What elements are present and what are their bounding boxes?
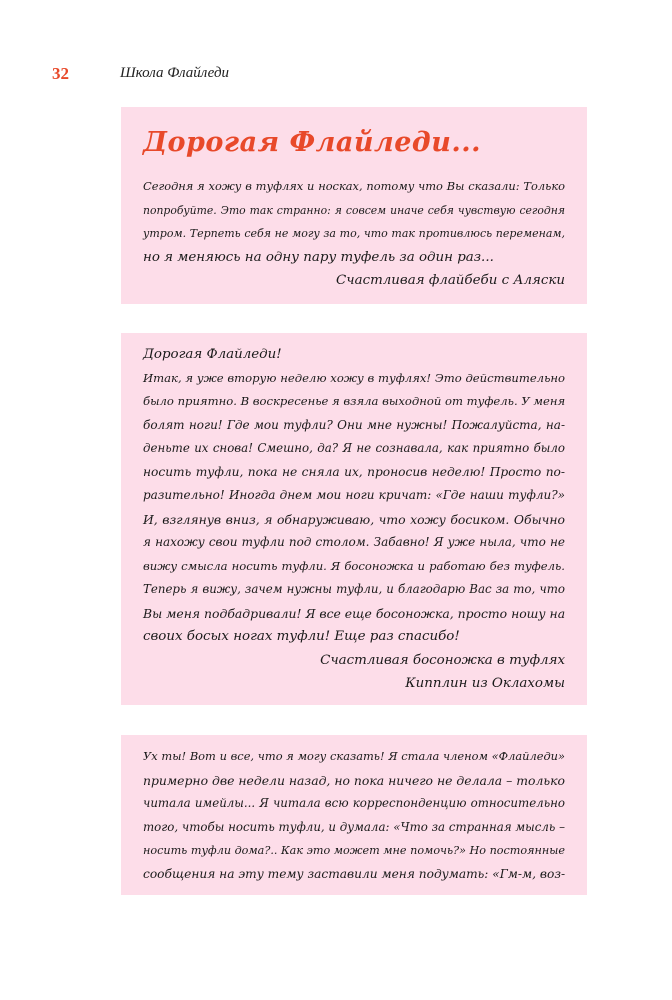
letter-line: разительно! Иногда днем мои ноги кричат: «Где наши туфли?»: [143, 488, 565, 502]
letter-line: того, чтобы носить туфли, и думала: «Что за странная мысль –: [143, 819, 565, 834]
letter-line: болят ноги! Где мои туфли? Они мне нужны! Пожалуйста, на-: [143, 417, 565, 432]
letter-line: деньте их снова! Смешно, да? Я не сознавала, как приятно было: [143, 441, 565, 455]
letter-box-2: [121, 333, 587, 705]
letter-line: вижу смысла носить туфли. Я босоножка и работаю без туфель.: [143, 558, 565, 573]
letter-line: примерно две недели назад, но пока ничего не делала – только: [143, 772, 565, 788]
letter-line: носить туфли дома?.. Как это может мне помочь?» Но постоянные: [143, 844, 565, 857]
running-title: Школа Флайледи: [120, 65, 230, 81]
letter-line: попробуйте. Это так странно: я совсем иначе себя чувствую сегодня: [143, 203, 565, 217]
letter-line: читала имейлы... Я читала всю корреспонденцию относительно: [143, 796, 565, 810]
page-number: 32: [52, 64, 69, 83]
letter-line: я нахожу свои туфли под столом. Забавно! Я уже ныла, что не: [143, 535, 565, 549]
letter-line: Сегодня я хожу в туфлях и носках, потому что Вы сказали: Только: [143, 179, 565, 193]
letter-line: сообщения на эту тему заставили меня подумать: «Гм-м, воз-: [143, 866, 566, 881]
letter-signature: Счастливая босоножка в туфлях: [320, 652, 565, 668]
letter-box-1: [121, 107, 587, 304]
letter-line: своих босых ногах туфли! Еще раз спасибо!: [143, 629, 460, 644]
letter-body: [143, 333, 565, 696]
letter-salutation: Дорогая Флайледи!: [143, 347, 282, 362]
letter-body: [143, 735, 565, 886]
letter-signature: Кипплин из Оклахомы: [405, 676, 565, 691]
letter-line: Теперь я вижу, зачем нужны туфли, и благодарю Вас за то, что: [143, 582, 565, 596]
letter-line: И, взглянув вниз, я обнаруживаю, что хожу босиком. Обычно: [143, 511, 565, 527]
letter-line: утром. Терпеть себя не могу за то, что так противлюсь переменам,: [143, 227, 565, 240]
letter-line: Вы меня подбадривали! Я все еще босоножка, просто ношу на: [143, 605, 566, 621]
letter-line: было приятно. В воскресенье я взяла выходной от туфель. У меня: [143, 394, 566, 408]
letter-box-3: [121, 735, 587, 895]
letter-signature: Счастливая флайбеби с Аляски: [336, 273, 565, 288]
letters-heading: Дорогая Флайледи...: [143, 127, 482, 158]
letter-body: [143, 161, 565, 293]
letter-line: Итак, я уже вторую неделю хожу в туфлях! Это действительно: [143, 370, 565, 385]
letter-line: но я меняюсь на одну пару туфель за один раз...: [143, 249, 494, 265]
letter-line: Ух ты! Вот и все, что я могу сказать! Я стала членом «Флайледи»: [143, 749, 565, 763]
letter-line: носить туфли, пока не сняла их, проносив неделю! Просто по-: [143, 464, 565, 479]
